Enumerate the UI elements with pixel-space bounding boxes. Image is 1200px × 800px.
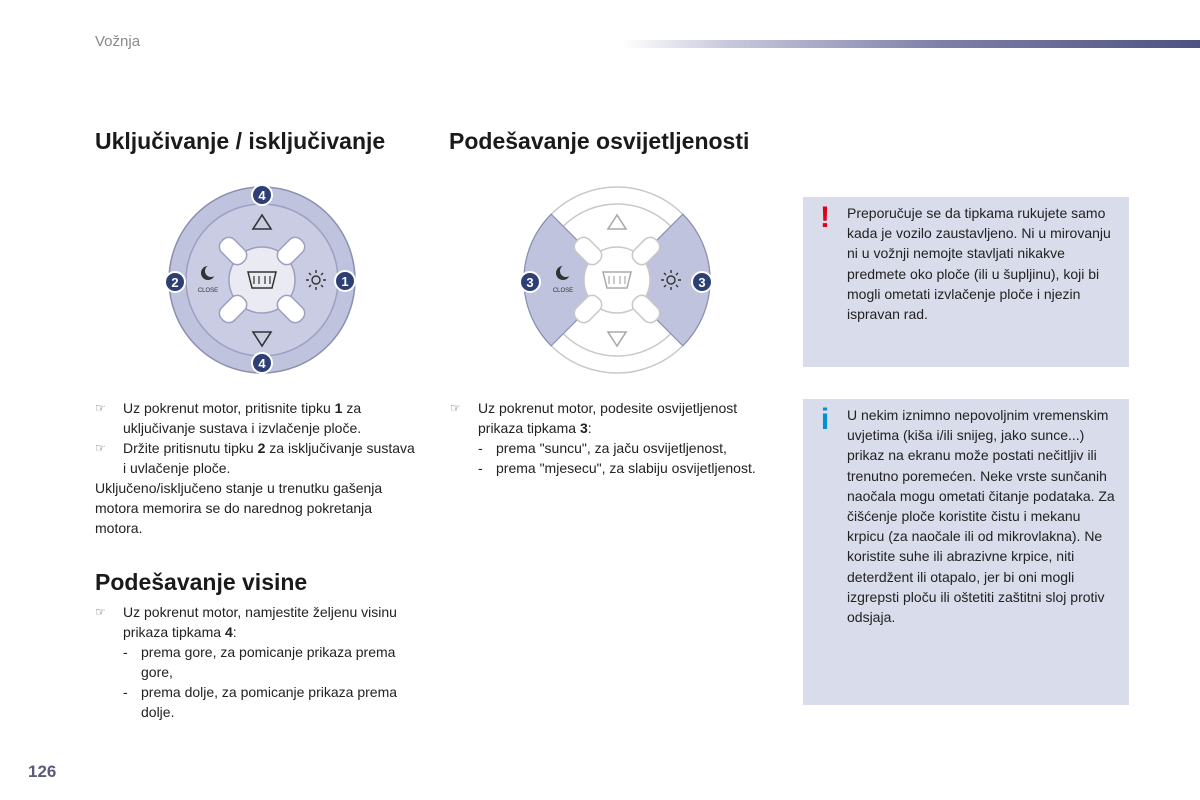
callout-badge — [692, 272, 712, 292]
list-subitem: - prema "mjesecu", za slabiju osvijetljenost. — [478, 460, 756, 476]
list-subitem: - prema "suncu", za jaču osvijetljenost, — [478, 440, 727, 456]
header-bar — [622, 40, 1200, 48]
warning-icon: ! — [820, 201, 830, 234]
key-ref: 2 — [257, 440, 266, 456]
text: : — [232, 624, 237, 640]
list-item — [95, 602, 405, 642]
svg-text:1: 1 — [341, 274, 349, 289]
svg-text:4: 4 — [258, 188, 266, 203]
info-text: U nekim iznimno nepovoljnim vremenskim uvjetima (kiša i/ili snijeg, jako sunce...) prikaz na ekranu može postati nečitljiv ili trenutno poremećen. Neke vrste sunčanih naočala mogu ometati čitanje podataka. Za čišćenje ploče koristite čistu i mekanu krpicu (za naočale ili od mikrovlakna). Ne koristite suhe ili abrazivne krpice, niti deterdžent ili otapalo, jer bi oni mogli izgrepsti ploču ili oštetiti zaštitni sloj protiv odsjaja. — [847, 407, 1115, 626]
callout-badge — [165, 272, 185, 292]
brightness-dial-diagram — [515, 180, 720, 380]
pointer-icon: ☞ — [95, 441, 106, 455]
svg-text:3: 3 — [698, 275, 706, 290]
callout-badge — [252, 185, 272, 205]
control-dial-diagram — [160, 180, 365, 380]
text: za uključivanje sustava i izvlačenje ploče. — [123, 400, 362, 436]
key-ref: 4 — [224, 624, 233, 640]
heading-height: Podešavanje visine — [95, 569, 308, 595]
callout-badge — [252, 353, 272, 373]
close-label: CLOSE — [552, 288, 574, 294]
svg-text:3: 3 — [526, 275, 534, 290]
text: prema dolje, za pomicanje prikaza prema dolje. — [141, 684, 398, 720]
callout-badge — [335, 271, 355, 291]
on-off-instructions — [95, 398, 420, 538]
section-label: Vožnja — [95, 33, 141, 50]
list-subitem: - prema gore, za pomicanje prikaza prema gore, — [123, 644, 396, 680]
page-number: 126 — [28, 762, 57, 781]
height-instructions — [95, 602, 405, 722]
pointer-icon: ☞ — [450, 401, 461, 415]
key-ref: 1 — [334, 400, 343, 416]
text: Uz pokrenut motor, namjestite željenu visinu prikaza tipkama — [123, 604, 397, 640]
pointer-icon: ☞ — [95, 401, 106, 415]
callout-badge — [520, 272, 540, 292]
text: za isključivanje sustava i uvlačenje ploče. — [123, 440, 415, 476]
info-icon: i — [820, 403, 830, 436]
heading-on-off: Uključivanje / isključivanje — [95, 128, 386, 154]
brightness-instructions — [450, 398, 780, 478]
svg-text:2: 2 — [171, 275, 179, 290]
svg-text:4: 4 — [258, 356, 266, 371]
heading-brightness: Podešavanje osvijetljenosti — [449, 128, 750, 154]
warning-text: Preporučuje se da tipkama rukujete samo kada je vozilo zaustavljeno. Ni u mirovanju ni u vožnji nemojte stavljati nikakve predmete oko ploče (ili u šupljinu), koji bi mogli ometati izvlačenje ploče i njezin ispravan rad. — [847, 205, 1111, 323]
text: Uz pokrenut motor, pritisnite tipku — [123, 400, 335, 416]
info-note — [803, 399, 1129, 705]
list-item — [95, 438, 420, 478]
text: : — [587, 420, 592, 436]
key-ref: 3 — [579, 420, 588, 436]
text: prema "suncu", za jaču osvijetljenost, — [496, 440, 727, 456]
text: Držite pritisnutu tipku — [123, 440, 258, 456]
text: Uz pokrenut motor, podesite osvijetljenost prikaza tipkama — [478, 400, 738, 436]
text: prema "mjesecu", za slabiju osvijetljenost. — [496, 460, 756, 476]
warning-note — [803, 197, 1129, 367]
pointer-icon: ☞ — [95, 605, 106, 619]
text: prema gore, za pomicanje prikaza prema gore, — [141, 644, 396, 680]
memory-paragraph: Uključeno/isključeno stanje u trenutku gašenja motora memorira se do narednog pokretanja motora. — [95, 480, 383, 536]
list-subitem: - prema dolje, za pomicanje prikaza prema dolje. — [123, 684, 398, 720]
close-label: CLOSE — [197, 288, 219, 294]
list-item — [450, 398, 780, 438]
list-item — [95, 398, 420, 438]
